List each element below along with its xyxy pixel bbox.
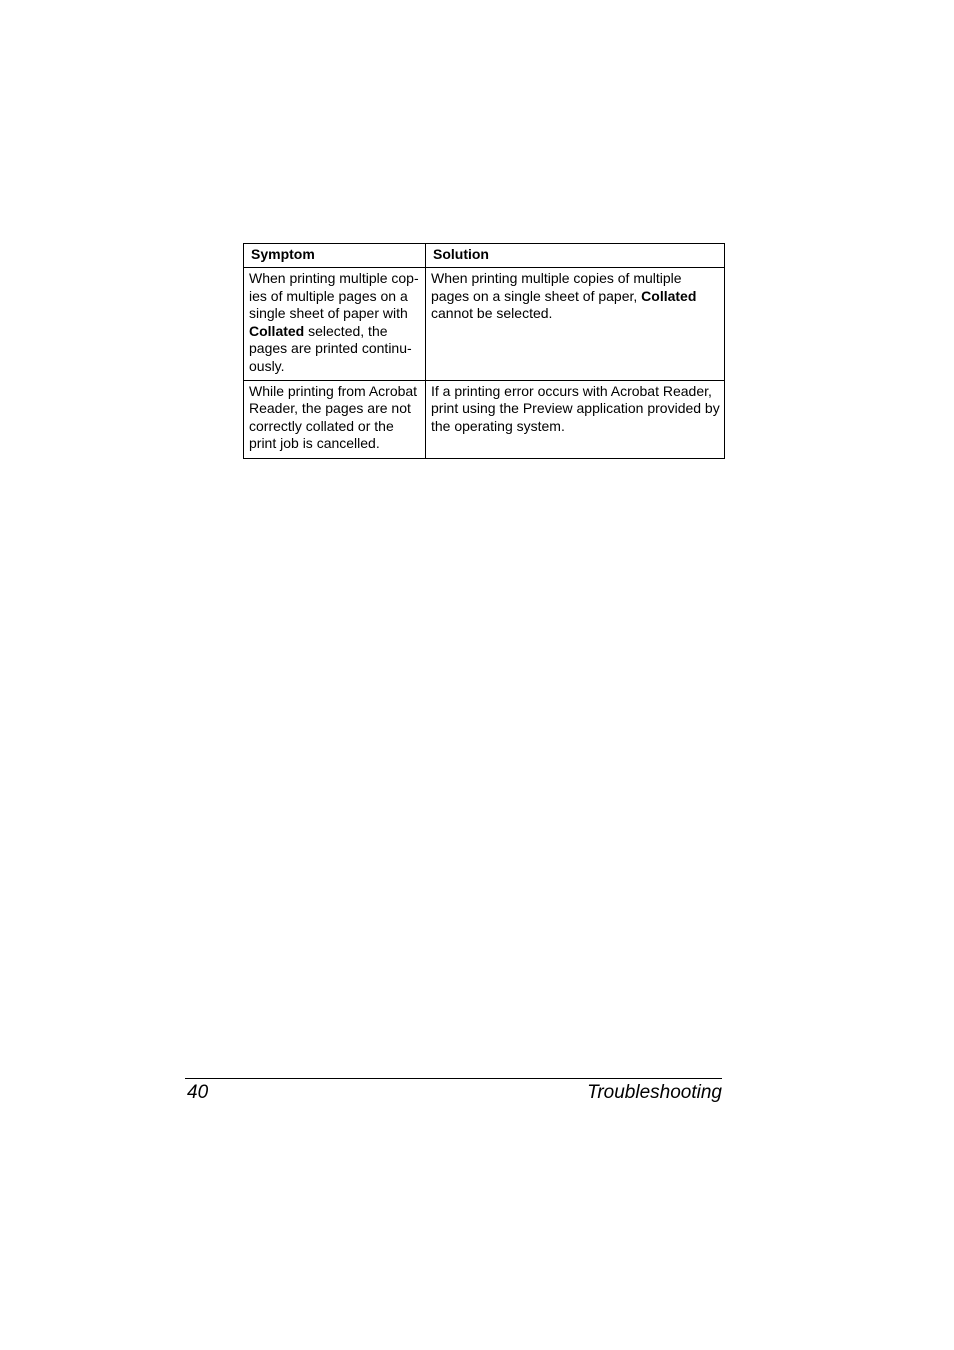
- solution-cell: [426, 268, 725, 381]
- table-header-row: [244, 244, 725, 268]
- table-row: [244, 268, 725, 381]
- footer-divider: [185, 1078, 722, 1079]
- cell-text: While printing from Acrobat Reader, the pages are not correctly collated or the print job is cancelled.: [249, 382, 418, 452]
- symptom-cell: [244, 268, 426, 381]
- cell-text: When printing multiple cop-ies of multiple pages on a single sheet of paper with: [249, 270, 419, 322]
- section-title: Troubleshooting: [587, 1082, 722, 1103]
- cell-text: When printing multiple copies of multiple pages on a single sheet of paper,: [431, 270, 682, 304]
- symptom-cell: [244, 380, 426, 458]
- table-row: [244, 380, 725, 458]
- cell-bold-text: Collated: [249, 322, 305, 339]
- cell-text: If a printing error occurs with Acrobat Reader, print using the Preview application provided by the operating system.: [431, 382, 720, 434]
- troubleshooting-table: [243, 243, 725, 459]
- column-header-symptom: Symptom: [244, 244, 426, 268]
- cell-bold-text: Collated: [641, 287, 697, 304]
- cell-text: cannot be selected.: [431, 305, 553, 322]
- column-header-solution: Solution: [426, 244, 725, 268]
- cell-text: selected, the pages are printed continu-ously.: [249, 322, 412, 374]
- page-number: 40: [187, 1082, 209, 1103]
- solution-cell: [426, 380, 725, 458]
